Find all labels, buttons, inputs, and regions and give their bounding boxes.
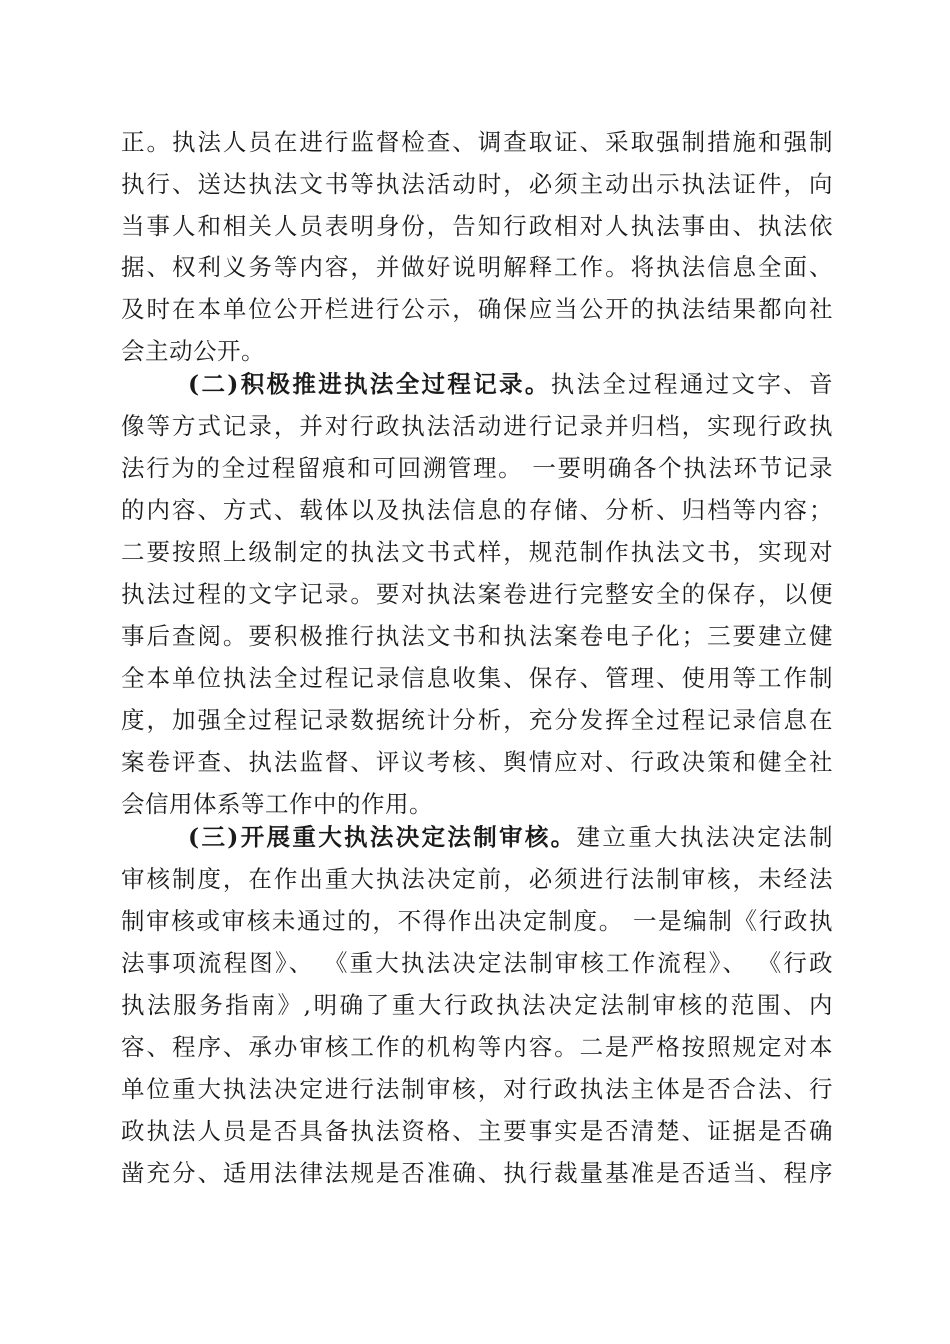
paragraph-line: 度，加强全过程记录数据统计分析，充分发挥全过程记录信息在 [121,706,833,734]
section-3-first-line [188,817,833,857]
section-2-first-line [188,364,833,404]
paragraph-line: 据、权利义务等内容，并做好说明解释工作。将执法信息全面、 [121,253,833,281]
paragraph-line: 法行为的全过程留痕和可回溯管理。 一要明确各个执法环节记录 [121,454,833,482]
paragraph-line: 的内容、方式、载体以及执法信息的存储、分析、归档等内容； [121,496,833,524]
paragraph-line: 及时在本单位公开栏进行公示，确保应当公开的执法结果都向社 [121,295,833,323]
section-2-heading: (二)积极推进执法全过程记录。 [188,370,551,398]
paragraph-line: 会信用体系等工作中的作用。 [121,790,433,818]
section-2-lead-text: 执法全过程通过文字、音 [550,370,833,398]
paragraph-line: 二要按照上级制定的执法文书式样，规范制作执法文书，实现对 [121,538,833,566]
paragraph-line: 政执法人员是否具备执法资格、主要事实是否清楚、证据是否确 [121,1117,833,1145]
paragraph-line: 制审核或审核未通过的，不得作出决定制度。 一是编制《行政执 [121,907,833,935]
paragraph-line: 执法服务指南》,明确了重大行政执法决定法制审核的范围、内 [121,991,833,1019]
paragraph-line: 当事人和相关人员表明身份，告知行政相对人执法事由、执法依 [121,212,833,240]
section-3-lead-text: 建立重大执法决定法制 [576,823,834,851]
paragraph-line: 事后查阅。要积极推行执法文书和执法案卷电子化；三要建立健 [121,622,833,650]
paragraph-line: 执法过程的文字记录。要对执法案卷进行完整安全的保存，以便 [121,580,833,608]
paragraph-line: 案卷评查、执法监督、评议考核、舆情应对、行政决策和健全社 [121,748,833,776]
paragraph-line: 凿充分、适用法律法规是否准确、执行裁量基准是否适当、程序 [121,1159,833,1187]
section-3-heading: (三)开展重大执法决定法制审核。 [188,823,577,851]
paragraph-line: 容、程序、承办审核工作的机构等内容。二是严格按照规定对本 [121,1033,833,1061]
paragraph-line: 全本单位执法全过程记录信息收集、保存、管理、使用等工作制 [121,664,833,692]
paragraph-line: 正。执法人员在进行监督检查、调查取证、采取强制措施和强制 [121,128,833,156]
paragraph-line: 法事项流程图》、 《重大执法决定法制审核工作流程》、 《行政 [121,949,833,977]
paragraph-line: 单位重大执法决定进行法制审核，对行政执法主体是否合法、行 [121,1075,833,1103]
paragraph-line: 会主动公开。 [121,337,265,365]
paragraph-line: 审核制度，在作出重大执法决定前，必须进行法制审核，未经法 [121,865,833,893]
paragraph-line: 执行、送达执法文书等执法活动时，必须主动出示执法证件，向 [121,170,833,198]
paragraph-line: 像等方式记录，并对行政执法活动进行记录并归档，实现行政执 [121,412,833,440]
